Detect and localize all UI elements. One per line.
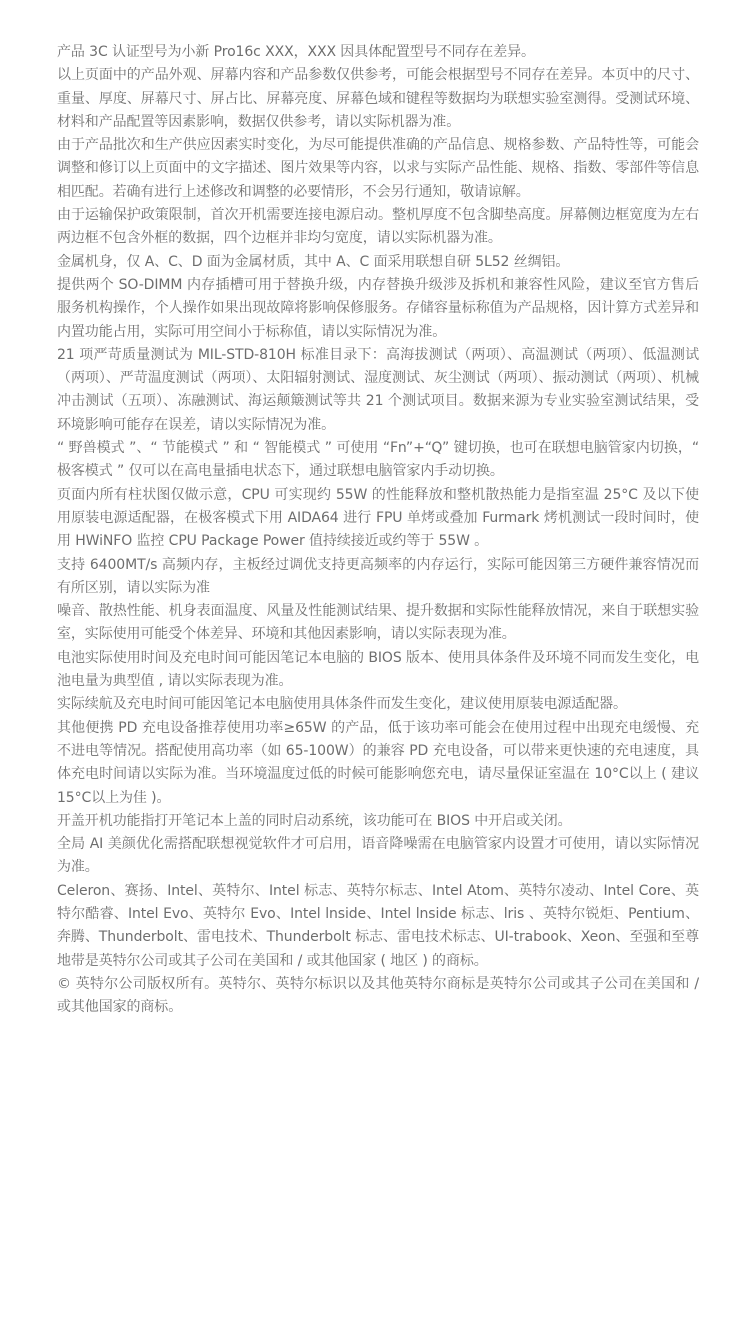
disclaimer-text-block	[57, 41, 699, 1019]
disclaimer-paragraph-quality-tests: 21 项严苛质量测试为 MIL-STD-810H 标准目录下：高海拔测试（两项）、高温测试（两项）、低温测试（两项）、严苛温度测试（两项）、太阳辐射测试、湿度测试、灰尘测试（两项）、振动测试（两项）、机械冲击测试（五项）、冻融测试、海运颠簸测试等共 21 个测试项目。数据来源为专业实验室测试结果，受环境影响可能存在误差，请以实际情况为准。	[57, 346, 699, 433]
disclaimer-paragraph-3c-model: 产品 3C 认证型号为小新 Pro16c XXX，XXX 因具体配置型号不同存在差异。	[57, 44, 535, 60]
disclaimer-paragraph-metal-body: 金属机身，仅 A、C、D 面为金属材质，其中 A、C 面采用联想自研 5L52 丝绸铝。	[57, 253, 570, 270]
disclaimer-paragraph-pd-charging: 其他便携 PD 充电设备推荐使用功率≥65W 的产品，低于该功率可能会在使用过程中出现充电缓慢、充不进电等情况。搭配使用高功率（如 65-100W）的兼容 PD 充电设备，可以带来更快速的充电速度，具体充电时间请以实际为准。当环境温度过低的时候可能影响您充电，请尽量保证室温在 10°C以上 ( 建议 15°C以上为佳 )。	[57, 719, 699, 806]
disclaimer-paragraph-memory-storage: 提供两个 SO-DIMM 内存插槽可用于替换升级，内存替换升级涉及拆机和兼容性风险，建议至官方售后服务机构操作，个人操作如果出现故障将影响保修服务。存储容量标称值为产品规格，因计算方式差异和内置功能占用，实际可用空间小于标称值，请以实际情况为准。	[57, 276, 699, 340]
disclaimer-paragraph-intel-copyright: © 英特尔公司版权所有。英特尔、英特尔标识以及其他英特尔商标是英特尔公司或其子公司在美国和 / 或其他国家的商标。	[57, 975, 699, 1016]
disclaimer-paragraph-reference-only: 以上页面中的产品外观、屏幕内容和产品参数仅供参考，可能会根据型号不同存在差异。本页中的尺寸、重量、厚度、屏幕尺寸、屏占比、屏幕亮度、屏幕色域和键程等数据均为联想实验室测得。受测试环境、材料和产品配置等因素影响，数据仅供参考，请以实际机器为准。	[57, 67, 699, 130]
disclaimer-paragraph-lid-boot: 开盖开机功能指打开笔记本上盖的同时启动系统，该功能可在 BIOS 中开启或关闭。	[57, 812, 572, 829]
disclaimer-paragraph-cpu-power: 页面内所有柱状图仅做示意，CPU 可实现约 55W 的性能释放和整机散热能力是指室温 25°C 及以下使用原装电源适配器，在极客模式下用 AIDA64 进行 FPU 单烤或叠加 Furmark 烤机测试一段时间时，使用 HWiNFO 监控 CPU Package Power 值持续接近或约等于 55W 。	[57, 486, 699, 550]
disclaimer-paragraph-intel-trademarks: Celeron、赛扬、Intel、英特尔、Intel 标志、英特尔标志、Intel Atom、英特尔凌动、Intel Core、英特尔酷睿、Intel Evo、英特尔 Evo、Intel lnside、Intel lnside 标志、lris 、英特尔锐炬、Pentium、奔腾、Thunderbolt、雷电技术、Thunderbolt 标志、雷电技术标志、UI-trabook、Xeon、至强和至尊地带是英特尔公司或其子公司在美国和 / 或其他国家 ( 地区 ) 的商标。	[57, 882, 699, 969]
disclaimer-paragraph-memory-speed: 支持 6400MT/s 高频内存，主板经过调优支持更高频率的内存运行，实际可能因第三方硬件兼容情况而有所区别，请以实际为准	[57, 556, 699, 596]
disclaimer-paragraph-noise-thermal: 噪音、散热性能、机身表面温度、风量及性能测试结果、提升数据和实际性能释放情况，来自于联想实验室，实际使用可能受个体差异、环境和其他因素影响，请以实际表现为准。	[57, 603, 699, 643]
disclaimer-paragraph-ai-features: 全局 AI 美颜优化需搭配联想视觉软件才可启用，语音降噪需在电脑管家内设置才可使用，请以实际情况为准。	[57, 836, 699, 876]
disclaimer-paragraph-performance-modes: “ 野兽模式 ”、“ 节能模式 ” 和 “ 智能模式 ” 可使用 “Fn”+“Q” 键切换，也可在联想电脑管家内切换，“ 极客模式 ” 仅可以在高电量插电状态下，通过联想电脑管家内手动切换。	[57, 440, 699, 480]
disclaimer-paragraph-transport-power: 由于运输保护政策限制，首次开机需要连接电源启动。整机厚度不包含脚垫高度。屏幕侧边框宽度为左右两边框不包含外框的数据，四个边框并非均匀宽度，请以实际机器为准。	[57, 207, 699, 247]
disclaimer-paragraph-batch-changes: 由于产品批次和生产供应因素实时变化，为尽可能提供准确的产品信息、规格参数、产品特性等，可能会调整和修订以上页面中的文字描述、图片效果等内容，以求与实际产品性能、规格、指数、零部件等信息相匹配。若确有进行上述修改和调整的必要情形，不会另行通知，敬请谅解。	[57, 137, 699, 200]
disclaimer-paragraph-battery-life: 实际续航及充电时间可能因笔记本电脑使用具体条件而发生变化，建议使用原装电源适配器。	[57, 696, 627, 713]
disclaimer-paragraph-battery-bios: 电池实际使用时间及充电时间可能因笔记本电脑的 BIOS 版本、使用具体条件及环境不同而发生变化，电池电量为典型值 , 请以实际表现为准。	[57, 649, 699, 690]
